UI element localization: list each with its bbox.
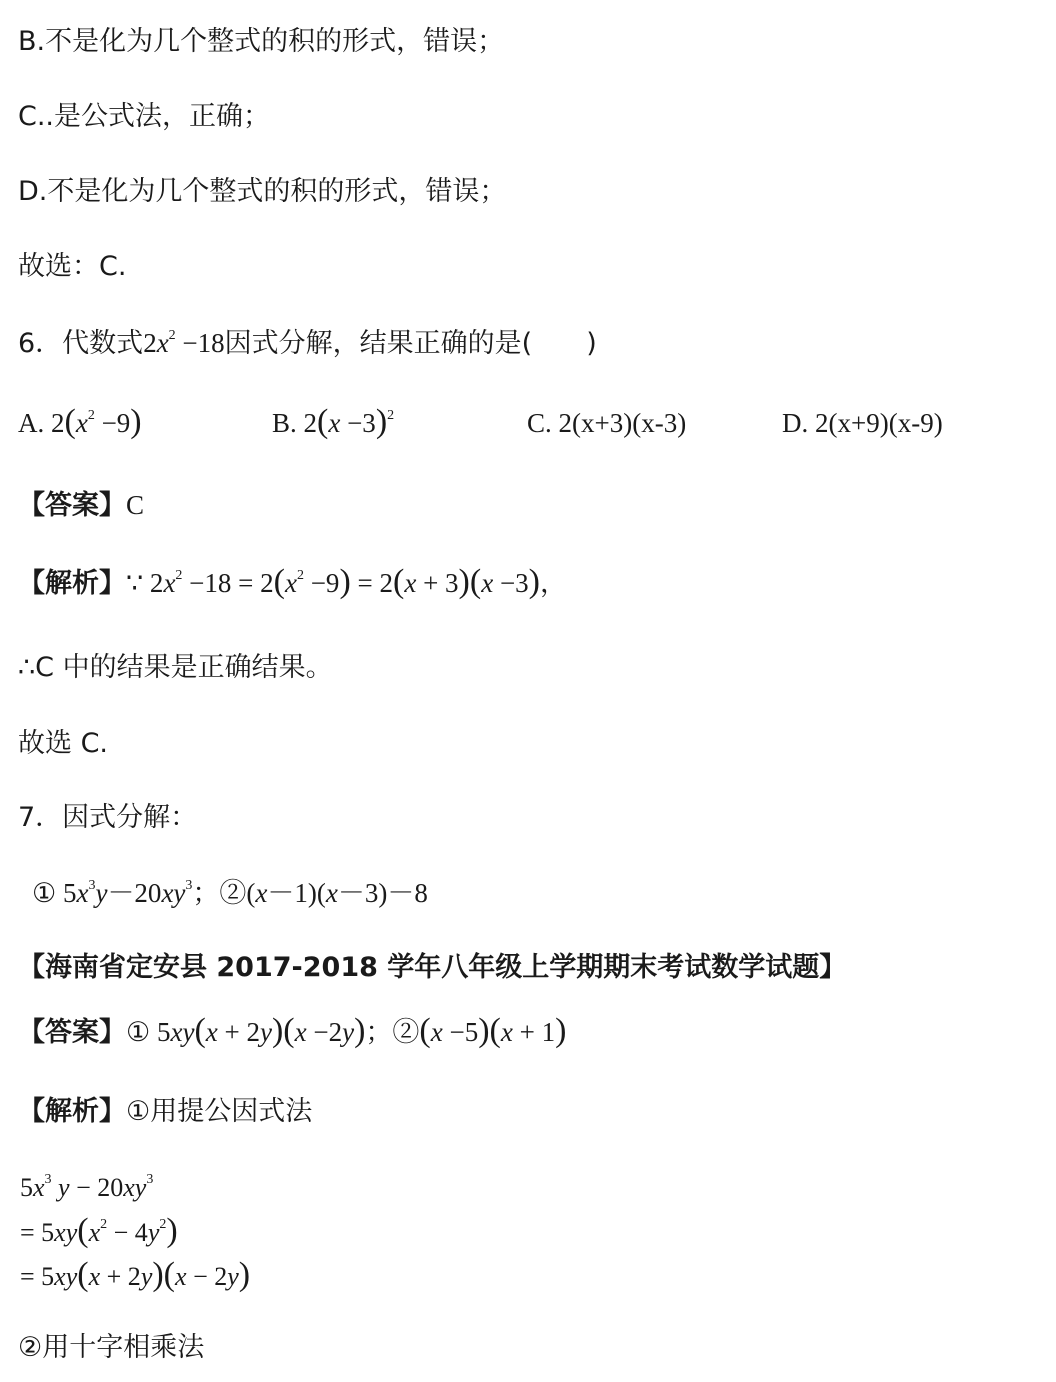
option-d-explanation: D.不是化为几个整式的积的形式，错误； bbox=[18, 176, 507, 207]
option-a: A. $2(x^2 -9)$ bbox=[18, 403, 142, 440]
answer-label-7: 【答案】 bbox=[18, 1017, 126, 1048]
analysis-line-7 bbox=[18, 1092, 312, 1132]
option-a-label: A. bbox=[18, 408, 45, 438]
analysis-equation: ∵ $2x^2 -18 = 2(x^2 -9) = 2(x + 3)(x -3)$， bbox=[126, 563, 567, 600]
option-b: B. $2(x -3)^2$ bbox=[272, 403, 395, 440]
choose-line-1: 故选：C. bbox=[18, 251, 127, 282]
method-1: ①用提公因式法 bbox=[126, 1096, 313, 1127]
option-b-label: B. bbox=[272, 408, 297, 438]
option-d: D. 2(x+9)(x-9) bbox=[782, 408, 943, 438]
answer-7-expression: ① 5xy(x + 2y)(x −2y)；②(x −5)(x + 1) bbox=[126, 1012, 567, 1049]
question-6 bbox=[18, 323, 597, 364]
question-6-prefix: 6．代数式 bbox=[18, 328, 144, 359]
calc-line-2: = $5xy(x^2 - 4y^2)$ bbox=[20, 1212, 178, 1249]
option-c-explanation: C..是公式法，正确； bbox=[18, 101, 271, 132]
answer-label: 【答案】 bbox=[18, 490, 126, 521]
answer-value: C bbox=[126, 490, 145, 520]
choose-line-2: 故选 C. bbox=[18, 728, 109, 759]
analysis-label: 【解析】 bbox=[18, 568, 126, 599]
calc-line-3: = 5xy(x + 2y)(x − 2y) bbox=[20, 1256, 251, 1293]
question-6-expression: $2x^2 -18$ bbox=[143, 328, 225, 358]
answer-line-6 bbox=[18, 485, 144, 526]
source-line: 【海南省定安县 2017-2018 学年八年级上学期期末考试数学试题】 bbox=[18, 952, 847, 983]
question-7: 7．因式分解： bbox=[18, 802, 198, 833]
analysis-label-7: 【解析】 bbox=[18, 1096, 126, 1127]
therefore-line: ∴C 中的结果是正确结果。 bbox=[18, 652, 333, 683]
answer-line-7 bbox=[18, 1012, 566, 1053]
option-b-explanation: B.不是化为几个整式的积的形式，错误； bbox=[18, 26, 505, 57]
method-2: ②用十字相乘法 bbox=[18, 1332, 205, 1363]
question-7-items: ① $5x^3y-20xy^3$；②(x－1)(x－3)－8 bbox=[32, 878, 428, 908]
option-c: C. 2(x+3)(x-3) bbox=[527, 408, 687, 438]
analysis-line-6 bbox=[18, 563, 567, 604]
question-6-suffix: 因式分解，结果正确的是( ) bbox=[224, 328, 597, 359]
calc-line-1: $5x^3$ $y - 20xy^3$ bbox=[20, 1172, 154, 1202]
